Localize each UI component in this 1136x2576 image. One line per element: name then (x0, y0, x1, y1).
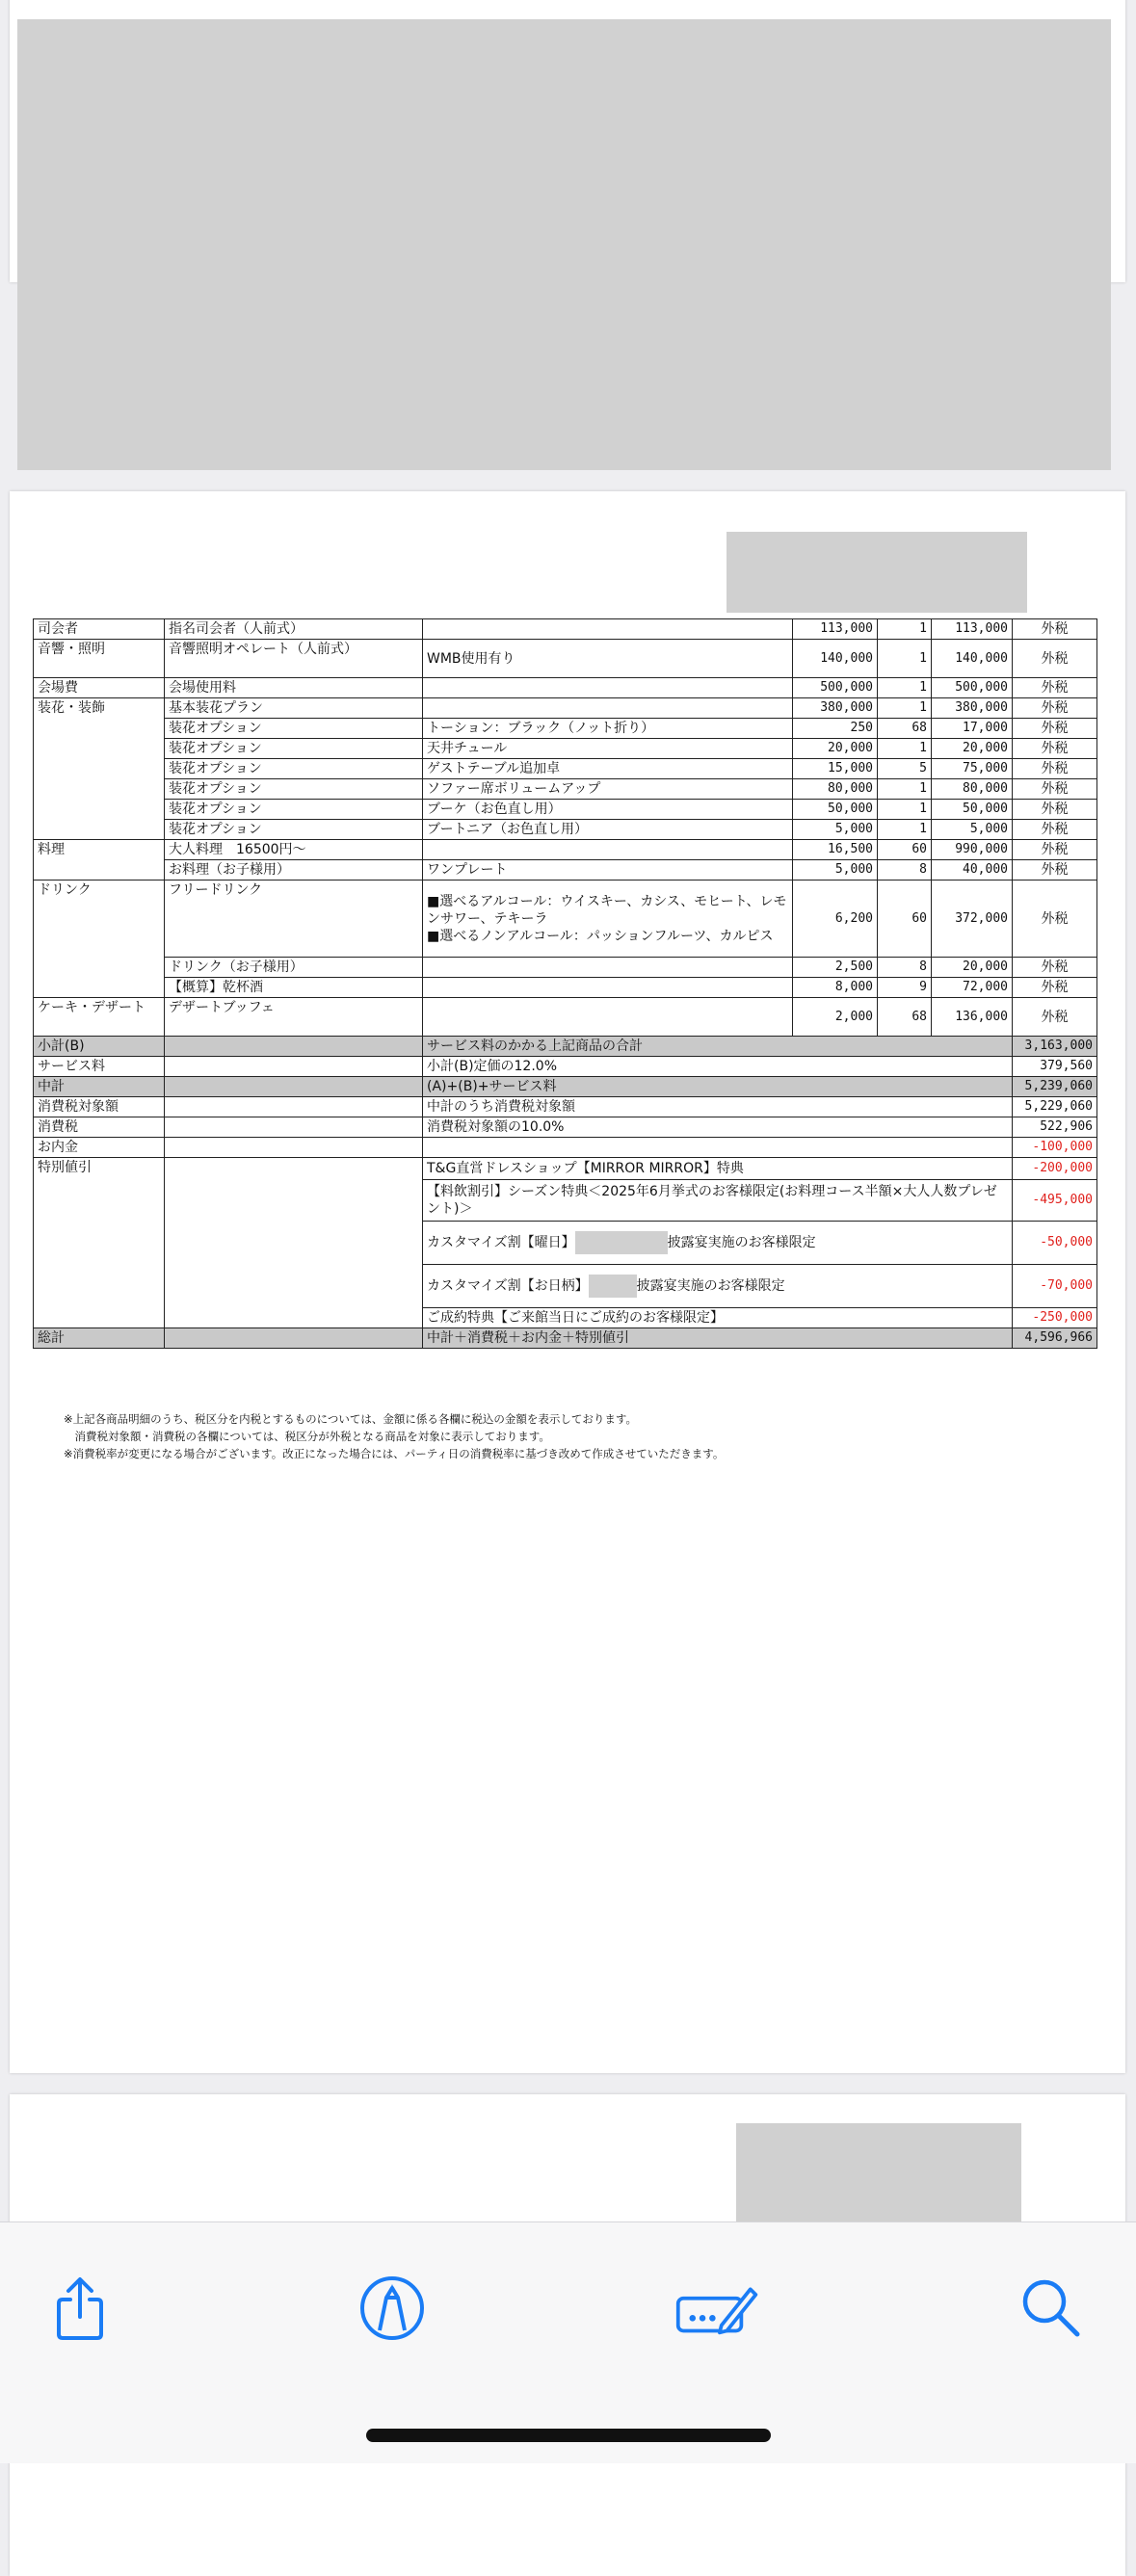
item-name: 会場使用料 (165, 678, 423, 698)
item-row (34, 958, 1097, 978)
share-button[interactable] (37, 2265, 123, 2352)
item-desc (423, 881, 793, 958)
tax-type: 外税 (1013, 698, 1097, 719)
tax-type: 外税 (1013, 800, 1097, 820)
tax-type: 外税 (1013, 640, 1097, 678)
amount: 380,000 (932, 698, 1013, 719)
desc-line: ■選べるノンアルコール：パッションフルーツ、カルピス (427, 928, 774, 944)
deposit-row (34, 1138, 1097, 1158)
item-name: デザートブッフェ (165, 998, 423, 1037)
footnotes (64, 1410, 724, 1462)
desc-line: WMB使用有り (427, 650, 515, 667)
item-row (34, 800, 1097, 820)
item-row (34, 860, 1097, 881)
redacted-area (736, 2123, 1021, 2225)
quantity: 5 (878, 759, 932, 779)
item-name: お料理（お子様用） (165, 860, 423, 881)
item-row (34, 759, 1097, 779)
summary-label: 総計 (34, 1328, 165, 1349)
quantity: 1 (878, 820, 932, 840)
signature-button[interactable] (674, 2265, 761, 2352)
quantity: 1 (878, 800, 932, 820)
item-row (34, 619, 1097, 640)
summary-label: お内金 (34, 1138, 165, 1158)
summary-desc: 小計(B)定価の12.0% (423, 1057, 1013, 1077)
summary-label: 消費税 (34, 1117, 165, 1138)
unit-price: 2,000 (793, 998, 878, 1037)
category-cell (34, 739, 165, 759)
unit-price: 6,200 (793, 881, 878, 958)
discount-amount: -250,000 (1013, 1308, 1097, 1328)
unit-price: 50,000 (793, 800, 878, 820)
category-cell (34, 978, 165, 998)
tax-type: 外税 (1013, 739, 1097, 759)
quantity: 1 (878, 640, 932, 678)
discount-amount: -50,000 (1013, 1222, 1097, 1265)
item-name: 装花オプション (165, 739, 423, 759)
amount: 500,000 (932, 678, 1013, 698)
tax-type: 外税 (1013, 840, 1097, 860)
item-row (34, 840, 1097, 860)
tax-row (34, 1117, 1097, 1138)
amount: 990,000 (932, 840, 1013, 860)
redacted-area (575, 1231, 668, 1254)
item-name: 装花オプション (165, 820, 423, 840)
item-row (34, 739, 1097, 759)
summary-amount: 5,229,060 (1013, 1097, 1097, 1117)
redacted-area (17, 19, 1111, 470)
category-cell (34, 719, 165, 739)
redacted-area (589, 1275, 637, 1298)
discount-desc: T&G直営ドレスショップ【MIRROR MIRROR】特典 (423, 1158, 1013, 1180)
amount: 136,000 (932, 998, 1013, 1037)
desc-line: ソファー席ボリュームアップ (427, 781, 601, 797)
unit-price: 16,500 (793, 840, 878, 860)
signature-icon (674, 2274, 761, 2342)
category-cell (34, 860, 165, 881)
amount: 5,000 (932, 820, 1013, 840)
item-name: 装花オプション (165, 719, 423, 739)
item-name: 装花オプション (165, 779, 423, 800)
desc-line: ゲストテーブル追加卓 (427, 761, 561, 776)
tax-type: 外税 (1013, 678, 1097, 698)
item-desc (423, 739, 793, 759)
amount: 50,000 (932, 800, 1013, 820)
item-name: 装花オプション (165, 759, 423, 779)
amount: 20,000 (932, 958, 1013, 978)
quantity: 60 (878, 881, 932, 958)
summary-amount: 379,560 (1013, 1057, 1097, 1077)
category-cell (34, 779, 165, 800)
amount: 372,000 (932, 881, 1013, 958)
unit-price: 5,000 (793, 820, 878, 840)
unit-price: 8,000 (793, 978, 878, 998)
discount-row (34, 1158, 1097, 1180)
category-cell: 会場費 (34, 678, 165, 698)
category-cell (34, 958, 165, 978)
desc-line: ブーケ（お色直し用） (427, 802, 562, 817)
tax-type: 外税 (1013, 719, 1097, 739)
item-name: 大人料理 16500円～ (165, 840, 423, 860)
footnote: ※上記各商品明細のうち、税区分を内税とするものについては、金額に係る各欄に税込の金額を表示しております。 (64, 1412, 637, 1426)
summary-desc: 中計のうち消費税対象額 (423, 1097, 1013, 1117)
item-desc (423, 759, 793, 779)
item-row (34, 719, 1097, 739)
item-desc (423, 779, 793, 800)
unit-price: 250 (793, 719, 878, 739)
amount: 75,000 (932, 759, 1013, 779)
discount-amount: -495,000 (1013, 1180, 1097, 1222)
desc-line: ■選べるアルコール：ウイスキー、カシス、モヒート、レモンサワー、テキーラ (427, 893, 787, 927)
category-cell: 司会者 (34, 619, 165, 640)
summary-desc: サービス料のかかる上記商品の合計 (423, 1037, 1013, 1057)
item-row (34, 678, 1097, 698)
tax-type: 外税 (1013, 978, 1097, 998)
summary-amount: 4,596,966 (1013, 1328, 1097, 1349)
category-cell (34, 820, 165, 840)
discount-amount: -70,000 (1013, 1265, 1097, 1308)
discount-desc: カスタマイズ割【曜日】 披露宴実施のお客様限定 (423, 1222, 1013, 1265)
desc-line: ワンプレート (427, 862, 508, 878)
discount-label: 特別値引 (34, 1158, 165, 1328)
estimate-page (10, 491, 1125, 2073)
amount: 80,000 (932, 779, 1013, 800)
previous-page (10, 0, 1125, 282)
tax-type: 外税 (1013, 860, 1097, 881)
quantity: 60 (878, 840, 932, 860)
amount: 17,000 (932, 719, 1013, 739)
unit-price: 80,000 (793, 779, 878, 800)
service-row (34, 1057, 1097, 1077)
summary-label: サービス料 (34, 1057, 165, 1077)
summary-desc: (A)+(B)+サービス料 (423, 1077, 1013, 1097)
unit-price: 20,000 (793, 739, 878, 759)
item-row (34, 881, 1097, 958)
summary-label: 消費税対象額 (34, 1097, 165, 1117)
item-desc (423, 678, 793, 698)
item-row (34, 698, 1097, 719)
category-cell: 料理 (34, 840, 165, 860)
discount-desc: カスタマイズ割【お日柄】 披露宴実施のお客様限定 (423, 1265, 1013, 1308)
category-cell (34, 759, 165, 779)
redacted-area (727, 532, 1027, 613)
item-name: 基本装花プラン (165, 698, 423, 719)
item-row (34, 998, 1097, 1037)
item-desc (423, 719, 793, 739)
subtotal-row (34, 1037, 1097, 1057)
quantity: 1 (878, 779, 932, 800)
item-name: ドリンク（お子様用） (165, 958, 423, 978)
item-desc (423, 998, 793, 1037)
summary-desc: 消費税対象額の10.0% (423, 1117, 1013, 1138)
bottom-toolbar (0, 2221, 1136, 2463)
quantity: 8 (878, 860, 932, 881)
item-desc (423, 619, 793, 640)
item-name: 装花オプション (165, 800, 423, 820)
estimate-table (33, 618, 1097, 1349)
item-desc (423, 978, 793, 998)
grand-total-row (34, 1328, 1097, 1349)
item-row (34, 640, 1097, 678)
markup-button[interactable] (349, 2265, 436, 2352)
unit-price: 380,000 (793, 698, 878, 719)
discount-desc: 【料飲割引】シーズン特典＜2025年6月挙式のお客様限定(お料理コース半額×大人人数プレゼント)＞ (423, 1180, 1013, 1222)
item-desc (423, 860, 793, 881)
item-desc (423, 820, 793, 840)
quantity: 9 (878, 978, 932, 998)
tax-type: 外税 (1013, 619, 1097, 640)
item-desc (423, 840, 793, 860)
tax-type: 外税 (1013, 998, 1097, 1037)
footnote: 消費税対象額・消費税の各欄については、税区分が外税となる商品を対象に表示しております。 (64, 1430, 550, 1443)
summary-amount: -100,000 (1013, 1138, 1097, 1158)
summary-label: 小計(B) (34, 1037, 165, 1057)
amount: 113,000 (932, 619, 1013, 640)
unit-price: 113,000 (793, 619, 878, 640)
quantity: 8 (878, 958, 932, 978)
category-cell: 音響・照明 (34, 640, 165, 678)
desc-line: 天井チュール (427, 741, 508, 756)
item-name: 音響照明オペレート（人前式） (165, 640, 423, 678)
markup-pen-icon (358, 2274, 426, 2342)
quantity: 68 (878, 998, 932, 1037)
tax-type: 外税 (1013, 958, 1097, 978)
item-desc (423, 698, 793, 719)
summary-amount: 3,163,000 (1013, 1037, 1097, 1057)
category-cell: ドリンク (34, 881, 165, 958)
amount: 40,000 (932, 860, 1013, 881)
unit-price: 500,000 (793, 678, 878, 698)
desc-line: トーション：ブラック（ノット折り） (427, 721, 655, 736)
home-indicator (366, 2429, 771, 2442)
item-name: 指名司会者（人前式） (165, 619, 423, 640)
category-cell: 装花・装飾 (34, 698, 165, 719)
summary-amount: 5,239,060 (1013, 1077, 1097, 1097)
middle-total-row (34, 1077, 1097, 1097)
search-icon (1017, 2274, 1085, 2342)
item-desc (423, 800, 793, 820)
summary-desc (423, 1138, 1013, 1158)
search-button[interactable] (1008, 2265, 1095, 2352)
category-cell: ケーキ・デザート (34, 998, 165, 1037)
quantity: 1 (878, 619, 932, 640)
category-cell (34, 800, 165, 820)
tax-type: 外税 (1013, 779, 1097, 800)
amount: 140,000 (932, 640, 1013, 678)
unit-price: 15,000 (793, 759, 878, 779)
footnote: ※消費税率が変更になる場合がございます。改正になった場合には、パーティ日の消費税率に基づき改めて作成させていただきます。 (64, 1447, 725, 1460)
share-icon (49, 2274, 111, 2342)
item-name: 【概算】乾杯酒 (165, 978, 423, 998)
summary-amount: 522,906 (1013, 1117, 1097, 1138)
discount-desc: ご成約特典【ご来館当日にご成約のお客様限定】 (423, 1308, 1013, 1328)
item-desc (423, 640, 793, 678)
quantity: 68 (878, 719, 932, 739)
amount: 72,000 (932, 978, 1013, 998)
item-name: フリードリンク (165, 881, 423, 958)
item-desc (423, 958, 793, 978)
summary-desc: 中計＋消費税＋お内金＋特別値引 (423, 1328, 1013, 1349)
summary-label: 中計 (34, 1077, 165, 1097)
item-row (34, 978, 1097, 998)
unit-price: 5,000 (793, 860, 878, 881)
unit-price: 2,500 (793, 958, 878, 978)
unit-price: 140,000 (793, 640, 878, 678)
desc-line: ブートニア（お色直し用） (427, 822, 589, 837)
item-row (34, 820, 1097, 840)
item-row (34, 779, 1097, 800)
quantity: 1 (878, 739, 932, 759)
tax-type: 外税 (1013, 820, 1097, 840)
taxable-row (34, 1097, 1097, 1117)
amount: 20,000 (932, 739, 1013, 759)
quantity: 1 (878, 698, 932, 719)
tax-type: 外税 (1013, 759, 1097, 779)
quantity: 1 (878, 678, 932, 698)
tax-type: 外税 (1013, 881, 1097, 958)
discount-amount: -200,000 (1013, 1158, 1097, 1180)
